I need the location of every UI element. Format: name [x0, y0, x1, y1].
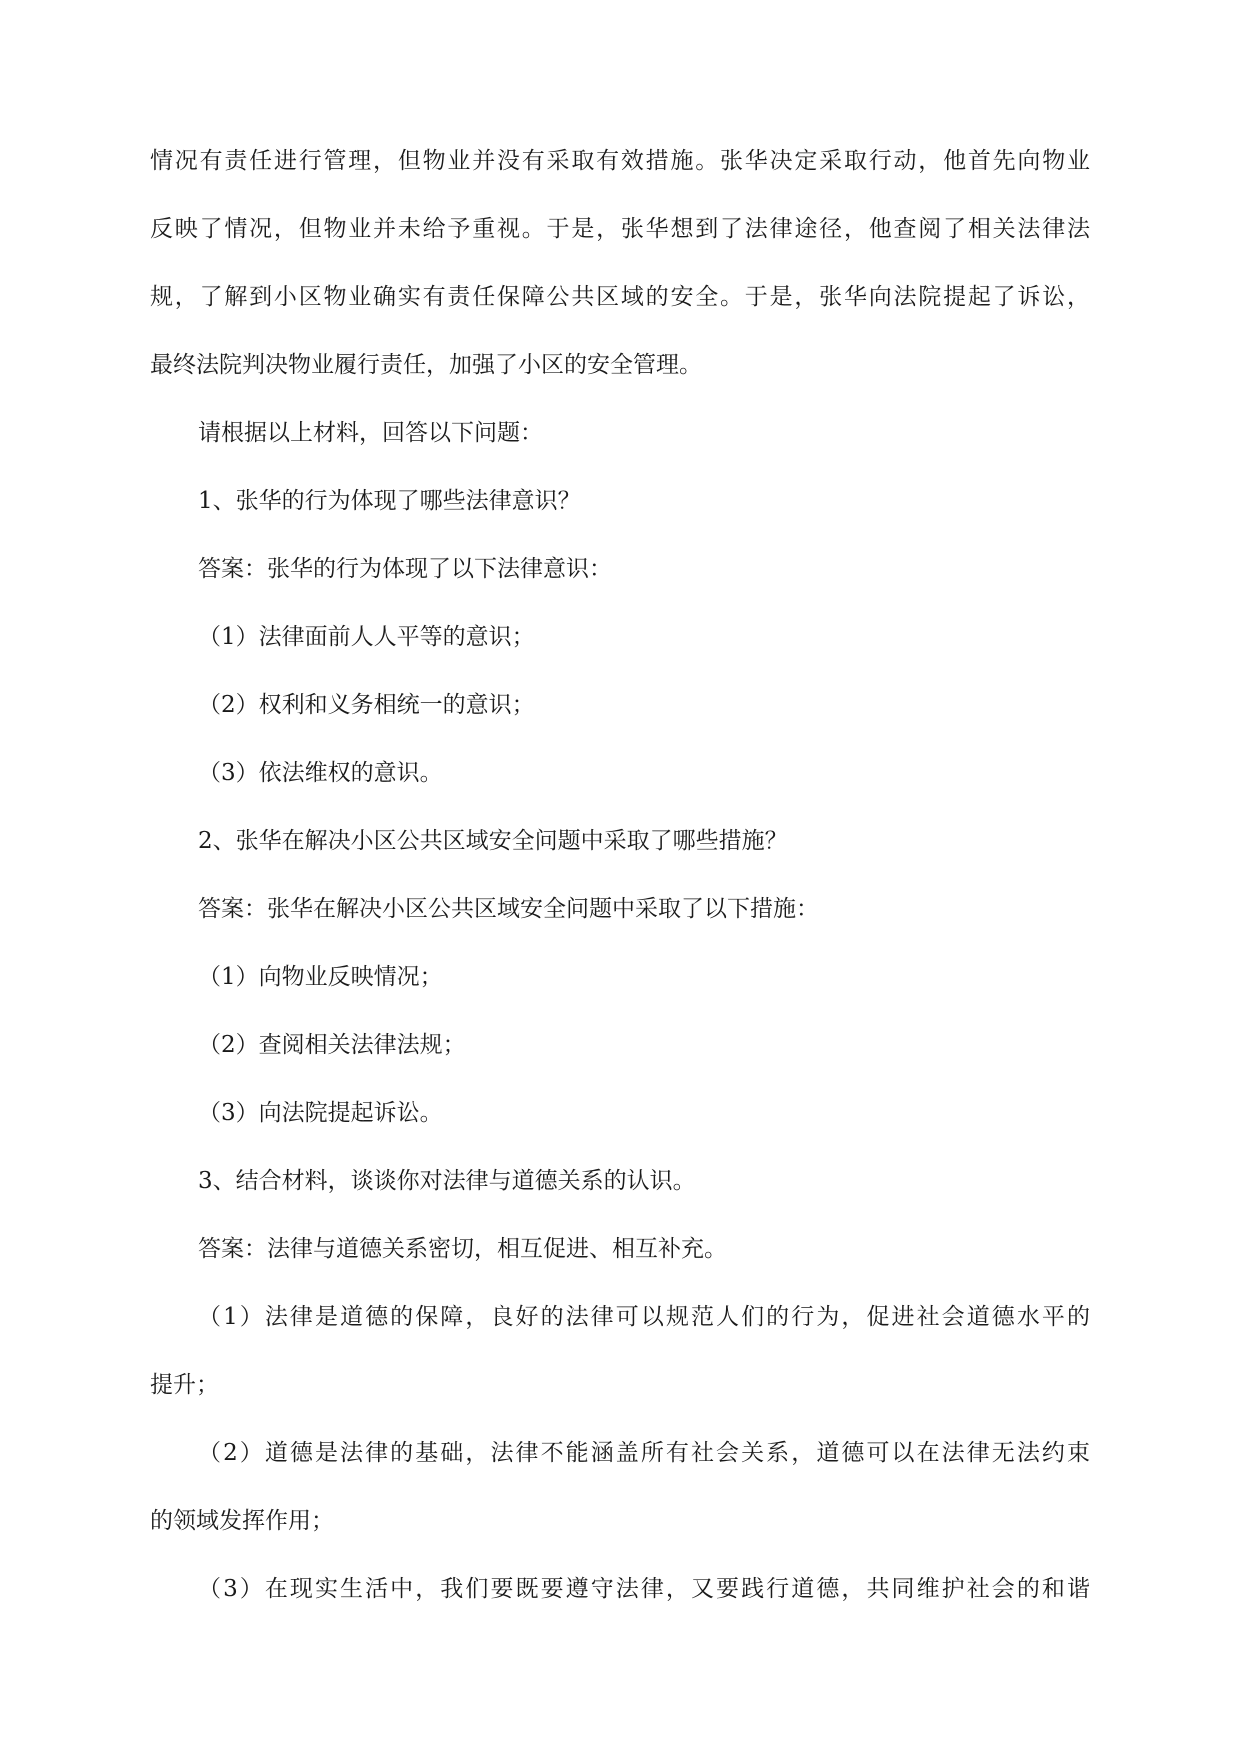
answer-2-item: （3）向法院提起诉讼。 — [198, 1100, 443, 1126]
paragraph-line: 规，了解到小区物业确实有责任保障公共区域的安全。于是，张华向法院提起了诉讼， — [150, 284, 1090, 310]
answer-2-item: （1）向物业反映情况； — [198, 964, 443, 990]
answer-3-item-continued: 的领域发挥作用； — [150, 1508, 334, 1534]
answer-2-intro: 答案：张华在解决小区公共区域安全问题中采取了以下措施： — [198, 896, 819, 922]
question-1: 1、张华的行为体现了哪些法律意识？ — [198, 488, 581, 514]
answer-1-item: （2）权利和义务相统一的意识； — [198, 692, 535, 718]
answer-3-item: （2）道德是法律的基础，法律不能涵盖所有社会关系，道德可以在法律无法约束 — [198, 1440, 1090, 1466]
answer-3-intro: 答案：法律与道德关系密切，相互促进、相互补充。 — [198, 1236, 727, 1262]
answer-1-item: （1）法律面前人人平等的意识； — [198, 624, 535, 650]
answer-2-item: （2）查阅相关法律法规； — [198, 1032, 466, 1058]
question-3: 3、结合材料，谈谈你对法律与道德关系的认识。 — [198, 1168, 696, 1194]
instruction-line: 请根据以上材料，回答以下问题： — [198, 420, 543, 446]
answer-3-item-continued: 提升； — [150, 1372, 219, 1398]
answer-3-item: （3）在现实生活中，我们要既要遵守法律，又要践行道德，共同维护社会的和谐 — [198, 1576, 1090, 1602]
answer-1-item: （3）依法维权的意识。 — [198, 760, 443, 786]
answer-3-item: （1）法律是道德的保障，良好的法律可以规范人们的行为，促进社会道德水平的 — [198, 1304, 1090, 1330]
paragraph-line: 反映了情况，但物业并未给予重视。于是，张华想到了法律途径，他查阅了相关法律法 — [150, 216, 1090, 242]
document-body — [150, 141, 1090, 1637]
question-2: 2、张华在解决小区公共区域安全问题中采取了哪些措施？ — [198, 828, 788, 854]
paragraph-line: 情况有责任进行管理，但物业并没有采取有效措施。张华决定采取行动，他首先向物业 — [150, 148, 1090, 174]
paragraph-line: 最终法院判决物业履行责任，加强了小区的安全管理。 — [150, 352, 702, 378]
answer-1-intro: 答案：张华的行为体现了以下法律意识： — [198, 556, 612, 582]
